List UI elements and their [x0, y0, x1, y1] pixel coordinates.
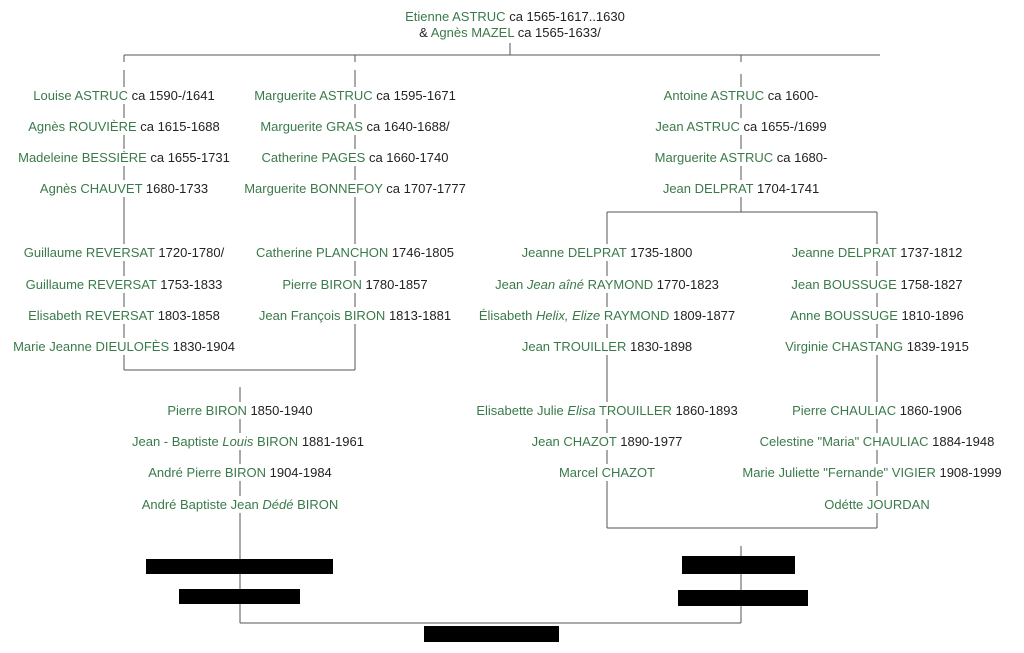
person-nickname[interactable]: Dédé: [262, 497, 294, 512]
person-node: [28, 308, 220, 324]
root-wife: [419, 25, 601, 41]
person-node: [790, 308, 963, 324]
root-wife-prefix: &: [419, 25, 431, 40]
redacted-box-final: [424, 626, 559, 642]
person-name-link[interactable]: Pierre BIRON: [282, 277, 362, 292]
person-node: [655, 150, 828, 166]
person-name-link[interactable]: Marie Jeanne DIEULOFÈS: [13, 339, 170, 354]
person-name-link[interactable]: Jeanne DELPRAT: [521, 245, 627, 260]
person-dates: 1830-1904: [169, 339, 235, 354]
person-name-link[interactable]: Celestine "Maria" CHAULIAC: [759, 434, 929, 449]
person-name-link[interactable]: Louise ASTRUC: [33, 88, 128, 103]
person-dates: ca 1600-: [764, 88, 819, 103]
person-node: [522, 245, 693, 261]
person-dates: ca 1595-1671: [372, 88, 456, 103]
person-name-link[interactable]: Virginie CHASTANG: [785, 339, 904, 354]
person-dates: 1753-1833: [156, 277, 223, 292]
person-dates: 1850-1940: [246, 403, 313, 418]
person-node: [259, 308, 451, 324]
person-name-link[interactable]: Catherine PAGES: [261, 150, 366, 165]
person-node: [260, 119, 449, 135]
person-node: [40, 181, 208, 197]
person-dates: 1813-1881: [385, 308, 452, 323]
redacted-box-jourdan-1: [682, 556, 795, 574]
person-name-link[interactable]: Antoine ASTRUC: [663, 88, 765, 103]
person-dates: 1720-1780/: [154, 245, 225, 260]
person-node: [26, 277, 223, 293]
person-name-link[interactable]: BIRON: [253, 434, 299, 449]
person-node: [167, 403, 312, 419]
person-name-link[interactable]: André Baptiste Jean: [141, 497, 263, 512]
person-node: [282, 277, 427, 293]
person-dates: 1904-1984: [265, 465, 332, 480]
root-wife-name[interactable]: Agnès MAZEL: [430, 25, 515, 40]
person-name-link[interactable]: Pierre CHAULIAC: [792, 403, 897, 418]
person-name-link[interactable]: TROUILLER: [595, 403, 672, 418]
person-name-link[interactable]: Jean ASTRUC: [655, 119, 740, 134]
person-name-link[interactable]: Madeleine BESSIÈRE: [18, 150, 147, 165]
person-dates: ca 1707-1777: [382, 181, 466, 196]
connector-chazot-jourdan-join: [607, 528, 877, 623]
person-node: [244, 181, 466, 197]
person-node: [664, 88, 819, 104]
person-node: [33, 88, 214, 104]
person-node: [791, 277, 962, 293]
person-name-link[interactable]: Jean CHAZOT: [531, 434, 617, 449]
redacted-box-biron-1: [146, 559, 333, 574]
person-nickname[interactable]: Louis: [222, 434, 254, 449]
person-node: [256, 245, 454, 261]
person-node: [522, 339, 692, 355]
person-dates: 1735-1800: [626, 245, 693, 260]
root-husband: [405, 9, 625, 25]
person-dates: 1860-1906: [896, 403, 962, 418]
person-node: [655, 119, 826, 135]
person-node: [532, 434, 683, 450]
person-name-link[interactable]: Agnès ROUVIÈRE: [28, 119, 137, 134]
person-node: [262, 150, 449, 166]
person-name-link[interactable]: Marie Juliette "Fernande" VIGIER: [742, 465, 936, 480]
person-dates: 1830-1898: [626, 339, 693, 354]
person-dates: ca 1680-: [773, 150, 828, 165]
person-name-link[interactable]: Jeanne DELPRAT: [791, 245, 897, 260]
person-dates: 1810-1896: [897, 308, 964, 323]
person-dates: ca 1655-/1699: [739, 119, 827, 134]
person-name-link[interactable]: BIRON: [293, 497, 339, 512]
person-dates: 1908-1999: [935, 465, 1002, 480]
redacted-box-biron-2: [179, 589, 300, 604]
person-dates: 1758-1827: [896, 277, 963, 292]
person-node: [792, 245, 963, 261]
root-husband-name[interactable]: Etienne ASTRUC: [405, 9, 506, 24]
person-name-link[interactable]: Jean DELPRAT: [662, 181, 754, 196]
person-name-link[interactable]: Marguerite ASTRUC: [654, 150, 774, 165]
person-dates: ca 1640-1688/: [362, 119, 450, 134]
root-husband-dates: ca 1565-1617..1630: [505, 9, 625, 24]
person-node: [792, 403, 962, 419]
person-dates: 1890-1977: [616, 434, 683, 449]
person-name-link[interactable]: Marguerite GRAS: [260, 119, 363, 134]
person-name-link[interactable]: Jean BOUSSUGE: [791, 277, 897, 292]
person-node: [28, 119, 220, 135]
person-dates: 1737-1812: [896, 245, 963, 260]
person-nickname[interactable]: Elisa: [567, 403, 596, 418]
connector-root-bar: [124, 43, 880, 62]
person-name-link[interactable]: RAYMOND: [584, 277, 654, 292]
person-name-link[interactable]: Jean - Baptiste: [132, 434, 223, 449]
person-name-link[interactable]: Élisabeth: [478, 308, 536, 323]
person-node: [760, 434, 995, 450]
person-name-link[interactable]: Elisabette Julie: [476, 403, 568, 418]
person-node: [13, 339, 235, 355]
person-node: [479, 308, 735, 324]
person-dates: 1746-1805: [388, 245, 454, 260]
person-node: [824, 497, 929, 513]
person-node: [495, 277, 719, 293]
person-name-link[interactable]: RAYMOND: [600, 308, 670, 323]
person-name-link[interactable]: Odétte JOURDAN: [824, 497, 930, 512]
person-node: [785, 339, 969, 355]
person-name-link[interactable]: Elisabeth REVERSAT: [28, 308, 155, 323]
person-dates: ca 1655-1731: [146, 150, 230, 165]
person-node: [18, 150, 230, 166]
person-dates: 1809-1877: [669, 308, 736, 323]
person-name-link[interactable]: Agnès CHAUVET: [39, 181, 143, 196]
person-dates: 1680-1733: [142, 181, 209, 196]
person-name-link[interactable]: Anne BOUSSUGE: [790, 308, 898, 323]
person-dates: 1704-1741: [753, 181, 820, 196]
person-dates: 1884-1948: [928, 434, 995, 449]
person-dates: ca 1660-1740: [365, 150, 449, 165]
person-node: [476, 403, 737, 419]
person-node: [24, 245, 224, 261]
person-name-link[interactable]: Marguerite BONNEFOY: [244, 181, 383, 196]
person-name-link[interactable]: Marcel CHAZOT: [558, 465, 656, 480]
person-dates: 1780-1857: [361, 277, 428, 292]
person-node: [559, 465, 655, 481]
root-wife-dates: ca 1565-1633/: [514, 25, 601, 40]
person-dates: 1770-1823: [653, 277, 719, 292]
person-dates: 1803-1858: [154, 308, 220, 323]
person-node: [148, 465, 332, 481]
person-node: [142, 497, 339, 513]
person-dates: 1839-1915: [903, 339, 969, 354]
person-dates: 1881-1961: [298, 434, 364, 449]
person-node: [254, 88, 456, 104]
person-name-link[interactable]: Guillaume REVERSAT: [23, 245, 155, 260]
person-dates: ca 1590-/1641: [127, 88, 215, 103]
person-name-link[interactable]: Marguerite ASTRUC: [254, 88, 373, 103]
person-name-link[interactable]: Catherine PLANCHON: [256, 245, 389, 260]
person-name-link[interactable]: Jean TROUILLER: [521, 339, 627, 354]
redacted-box-jourdan-2: [678, 590, 808, 606]
person-name-link[interactable]: Jean François BIRON: [258, 308, 386, 323]
person-name-link[interactable]: André Pierre BIRON: [148, 465, 266, 480]
person-node: [132, 434, 364, 450]
person-dates: 1860-1893: [671, 403, 738, 418]
person-dates: ca 1615-1688: [136, 119, 220, 134]
person-nickname[interactable]: Jean aîné: [526, 277, 585, 292]
person-name-link[interactable]: Jean: [495, 277, 527, 292]
person-node: [663, 181, 819, 197]
person-node: [742, 465, 1001, 481]
person-name-link[interactable]: Pierre BIRON: [167, 403, 247, 418]
person-name-link[interactable]: Guillaume REVERSAT: [25, 277, 157, 292]
person-nickname[interactable]: Helix, Elize: [535, 308, 601, 323]
